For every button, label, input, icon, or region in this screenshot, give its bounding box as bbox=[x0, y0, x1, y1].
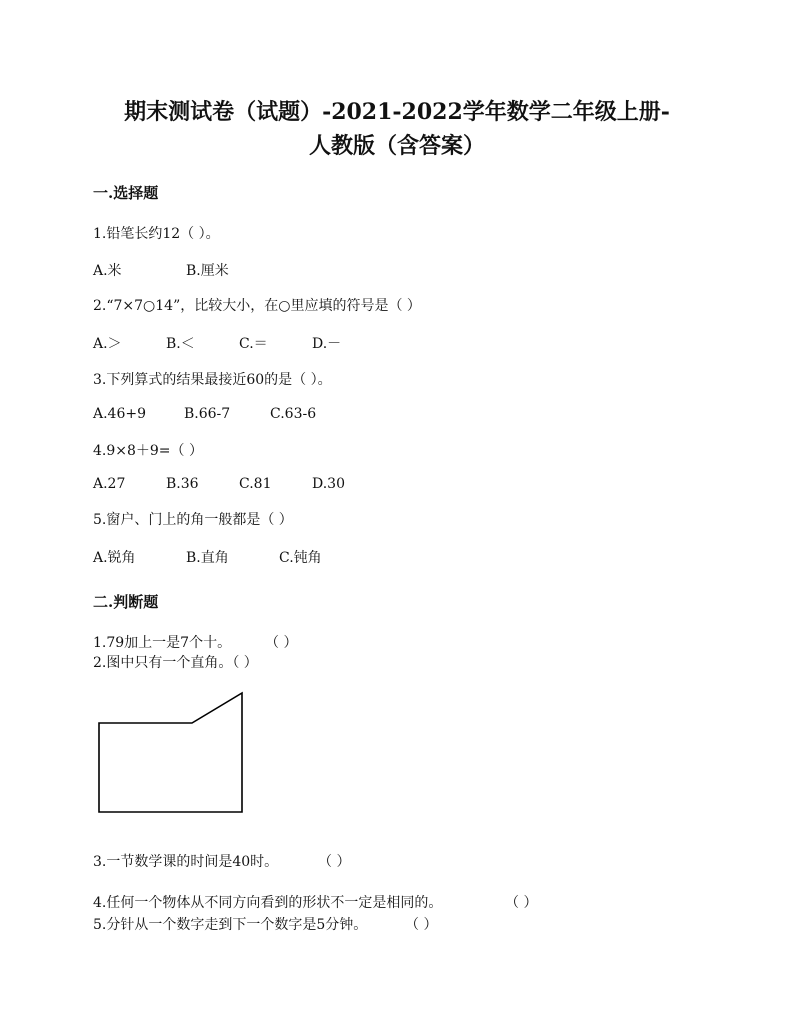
question-2-option-b: B.＜ bbox=[166, 336, 195, 352]
question-5-option-c: C.钝角 bbox=[279, 550, 322, 566]
judge-2-text: 2.图中只有一个直角。（ ） bbox=[93, 655, 258, 671]
section-heading-choice: 一.选择题 bbox=[93, 184, 159, 202]
question-1-option-a: A.米 bbox=[93, 263, 122, 279]
judge-3-text: 3.一节数学课的时间是40时。 bbox=[93, 854, 279, 870]
question-1-text: 1.铅笔长约12（ ）。 bbox=[93, 226, 220, 242]
question-2-option-d: D.－ bbox=[312, 336, 342, 352]
judge-3-answer-paren: （ ） bbox=[318, 854, 351, 870]
question-4-option-c: C.81 bbox=[239, 476, 272, 492]
question-5-option-b: B.直角 bbox=[186, 550, 229, 566]
title-line-1: 期末测试卷（试题）-2021-2022学年数学二年级上册- bbox=[124, 99, 670, 125]
judge-1-answer-paren: （ ） bbox=[265, 635, 298, 651]
question-3-option-a: A.46+9 bbox=[93, 406, 147, 422]
question-2-option-c: C.＝ bbox=[239, 336, 268, 352]
question-4-option-d: D.30 bbox=[312, 476, 345, 492]
question-5-option-a: A.锐角 bbox=[93, 550, 136, 566]
question-5-text: 5.窗户、门上的角一般都是（ ） bbox=[93, 512, 293, 528]
pentagon-shape bbox=[99, 693, 242, 812]
question-3-text: 3.下列算式的结果最接近60的是（ ）。 bbox=[93, 372, 332, 388]
question-4-option-a: A.27 bbox=[93, 476, 126, 492]
title-line-2: 人教版（含答案） bbox=[308, 133, 485, 159]
judge-5-text: 5.分针从一个数字走到下一个数字是5分钟。 bbox=[93, 917, 368, 933]
judge-1-text: 1.79加上一是7个十。 bbox=[93, 635, 232, 651]
question-3-option-c: C.63-6 bbox=[270, 406, 317, 422]
question-2-option-a: A.＞ bbox=[93, 336, 122, 352]
question-1-option-b: B.厘米 bbox=[186, 263, 229, 279]
section-heading-judgment: 二.判断题 bbox=[93, 593, 159, 611]
question-4-option-b: B.36 bbox=[166, 476, 199, 492]
question-4-text: 4.9×8＋9=（ ） bbox=[93, 443, 203, 459]
pentagon-figure bbox=[96, 690, 248, 818]
judge-4-answer-paren: （ ） bbox=[505, 895, 538, 911]
judge-5-answer-paren: （ ） bbox=[405, 917, 438, 933]
judge-4-text: 4.任何一个物体从不同方向看到的形状不一定是相同的。 bbox=[93, 895, 443, 911]
question-3-option-b: B.66-7 bbox=[184, 406, 231, 422]
question-2-text: 2.“7×7○14”，比较大小，在○里应填的符号是（ ） bbox=[93, 298, 421, 314]
